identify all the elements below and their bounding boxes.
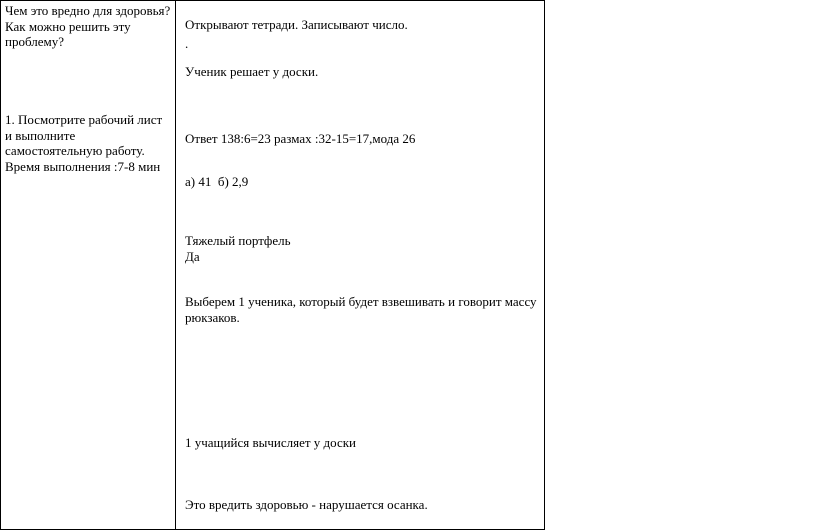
dot-text: . <box>185 36 189 51</box>
heavy-backpack-text: Тяжелый портфель Да <box>185 233 291 264</box>
student-at-board-text: Ученик решает у доски. <box>185 64 319 79</box>
weigh-backpacks-text: Выберем 1 ученика, который будет взвешивать и говорит массу рюкзаков. <box>185 294 540 325</box>
worksheet-task-text: 1. Посмотрите рабочий лист и выполните самостоятельную работу. Время выполнения :7-8 мин <box>5 112 163 174</box>
posture-harm-text: Это вредить здоровью - нарушается осанка. <box>185 497 428 512</box>
health-questions-text: Чем это вредно для здоровья? Как можно решить эту проблему? <box>5 3 171 49</box>
table-row <box>1 1 545 530</box>
answer-ab-text: а) 41 б) 2,9 <box>185 174 249 189</box>
left-column-cell <box>1 1 176 530</box>
student-computes-text: 1 учащийся вычисляет у доски <box>185 435 357 450</box>
open-notebooks-text: Открывают тетради. Записывают число. <box>185 17 408 32</box>
right-column-cell <box>176 1 545 530</box>
answer-text: Ответ 138:6=23 размах :32-15=17,мода 26 <box>185 131 416 146</box>
